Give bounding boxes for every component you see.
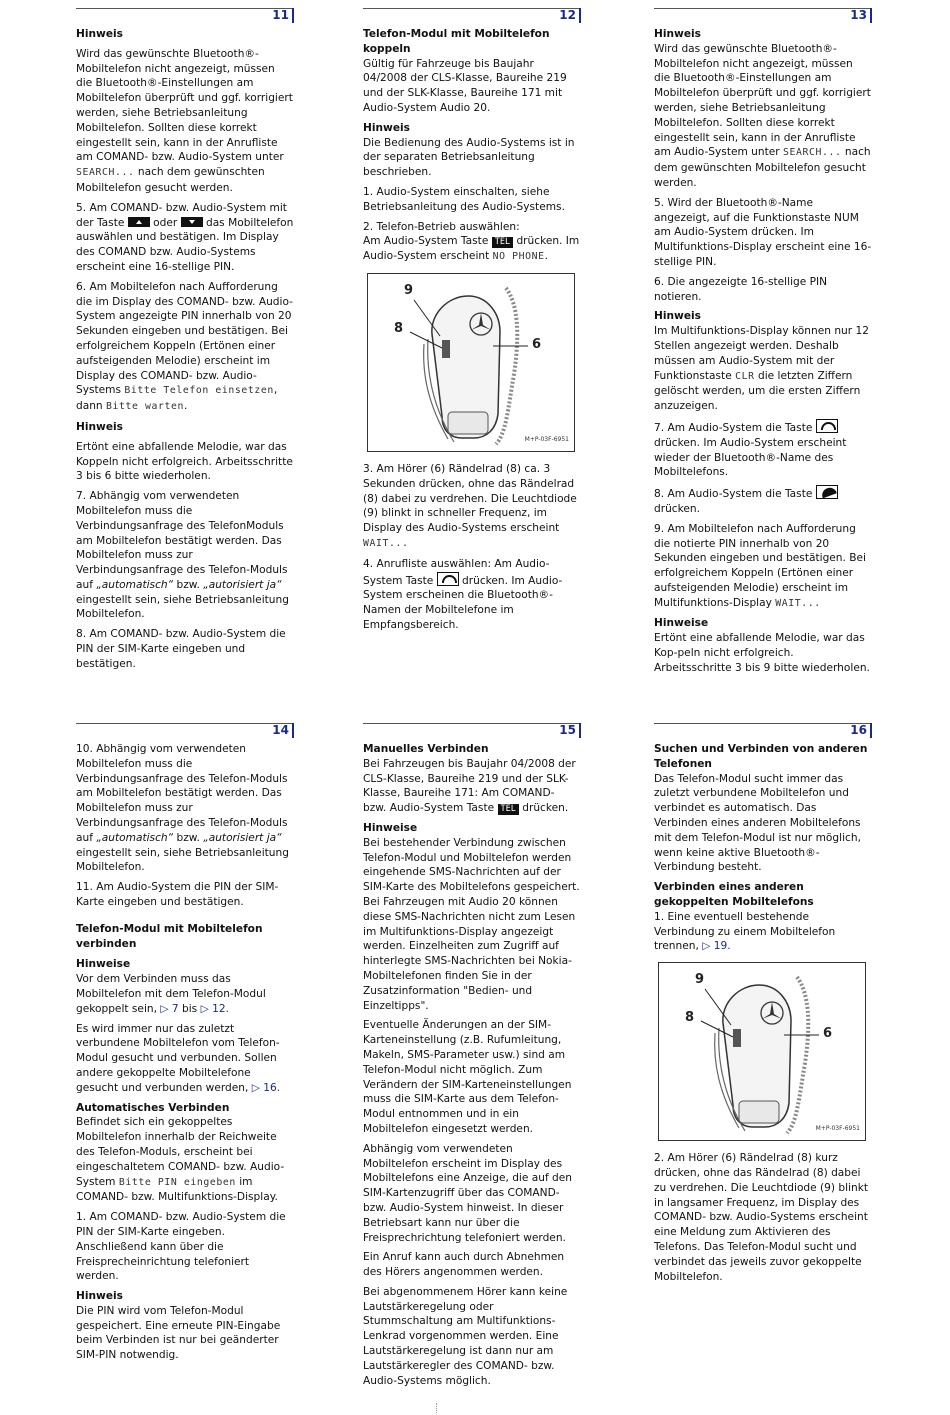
heading: Hinweise xyxy=(363,821,418,834)
fold-mark xyxy=(436,1403,439,1413)
arrow-down-key-icon xyxy=(181,217,203,227)
page-13 xyxy=(654,8,872,681)
step-3: 3. Am Hörer (6) Rändelrad (8) ca. 3 Sekunden drücken, ohne das Rändelrad (8) dabei zu verdrehen. Die Leuchtdiode (9) blinkt in schneller Frequenz, im Display des Audio-Systems erscheint WAIT... xyxy=(363,462,577,549)
paragraph: Gültig für Fahrzeuge bis Baujahr 04/2008 der CLS-Klasse, Baureihe 219 und der SLK-Klasse, Baureihe 171 mit Audio-System Audio 20. xyxy=(363,57,567,114)
heading: Hinweise xyxy=(76,958,131,971)
page-header xyxy=(654,8,872,23)
page-number: 12 xyxy=(559,8,581,23)
arrow-up-key-icon xyxy=(128,217,150,227)
callout-9: 9 xyxy=(404,282,414,298)
callout-9: 9 xyxy=(695,972,705,988)
step-7: 7. Abhängig vom verwendeten Mobiltelefon muss die Verbindungsanfrage des TelefonModuls am Mobiltelefon bestätigt werden. Das Mobiltelefon muss zur Verbindungsanfrage des Telefon-Moduls auf „automatisch“ bzw. „autorisiert ja“ eingestellt sein, siehe Betriebsanleitung Mobiltelefon. xyxy=(76,490,289,621)
section-title: Telefon-Modul mit Mobiltelefon verbinden xyxy=(76,922,263,950)
paragraph: Befindet sich ein gekoppeltes Mobiltelefon innerhalb der Reichweite des Telefon-Moduls, erscheint bei eingeschaltetem COMAND- bzw. Audio-System Bitte PIN eingeben im COMAND- bzw. Multifunktions-Display. xyxy=(76,1116,285,1204)
page-number: 13 xyxy=(850,8,872,23)
step-1: 1. Am COMAND- bzw. Audio-System die PIN der SIM-Karte eingeben. Anschließend kann über die Freisprecheinrichtung telefoniert werden. xyxy=(76,1211,286,1283)
paragraph: Vor dem Verbinden muss das Mobiltelefon mit dem Telefon-Modul gekoppelt sein, ▷ 7 bis ▷ 12. xyxy=(76,973,266,1015)
phone-hangup-key-icon xyxy=(816,419,838,433)
step-5: 5. Wird der Bluetooth®-Name angezeigt, auf die Funktionstaste NUM am Audio-System drücken. Im Multifunktions-Display erscheint eine 16-stellige PIN. xyxy=(654,196,872,268)
figure-code: M+P-03F-6951 xyxy=(815,1125,860,1133)
page-header xyxy=(76,723,294,738)
paragraph: Die PIN wird vom Telefon-Modul gespeichert. Eine erneute PIN-Eingabe beim Verbinden ist nur bei geänderter SIM-PIN notwendig. xyxy=(76,1304,281,1362)
page-link[interactable]: ▷ 7 xyxy=(160,1002,179,1015)
heading: Verbinden eines anderen gekoppelten Mobiltelefons xyxy=(654,881,814,908)
step-8: 8. Am Audio-System die Taste drücken. xyxy=(654,485,872,517)
page-12 xyxy=(363,8,581,638)
heading: Hinweise xyxy=(654,617,709,630)
step-4: 4. Anrufliste auswählen: Am Audio-System Taste drücken. Im Audio-System erscheinen die Bluetooth®-Namen der Mobiltelefone im Empfangsbereich. xyxy=(363,557,563,631)
step-6: 6. Die angezeigte 16-stellige PIN notieren. xyxy=(654,275,828,303)
callout-8: 8 xyxy=(394,320,404,336)
step-1: 1. Eine eventuell bestehende Verbindung zu einem Mobiltelefon trennen, ▷ 19. xyxy=(654,910,836,953)
heading: Hinweis xyxy=(654,28,701,40)
callout-6: 6 xyxy=(532,336,542,352)
step-2: 2. Telefon-Betrieb auswählen: xyxy=(363,220,520,233)
callout-8: 8 xyxy=(685,1010,695,1026)
step-1: 1. Audio-System einschalten, siehe Betriebsanleitung des Audio-Systems. xyxy=(363,185,565,213)
page-header xyxy=(363,8,581,23)
handset-figure xyxy=(658,962,866,1141)
handset-illustration xyxy=(659,963,865,1140)
page-number: 16 xyxy=(850,723,872,738)
page-number: 14 xyxy=(272,723,294,738)
heading: Hinweis xyxy=(76,1290,123,1303)
page-number: 11 xyxy=(272,8,294,23)
heading: Hinweis xyxy=(76,420,123,433)
page-16 xyxy=(654,723,872,1289)
step-5: 5. Am COMAND- bzw. Audio-System mit der Taste oder das Mobiltelefon auswählen und bestätigen. Im Display des COMAND bzw. Audio-Systems erscheint eine 16-stellige PIN. xyxy=(76,201,294,273)
paragraph: Bei Fahrzeugen bis Baujahr 04/2008 der CLS-Klasse, Baureihe 219 und der SLK-Klasse, Baureihe 171: Am COMAND- bzw. Audio-System Taste TEL drücken. xyxy=(363,757,576,815)
paragraph: Bei abgenommenem Hörer kann keine Lautstärkeregelung oder Stummschaltung am Multifunktions-Lenkrad vorgenommen werden. Eine Lautstärkeregelung ist dann nur am Lautstärkeregler des COMAND- bzw. Audio-Systems möglich. xyxy=(363,1285,568,1387)
page-header xyxy=(363,723,581,738)
heading: Hinweis xyxy=(76,28,123,40)
heading: Automatisches Verbinden xyxy=(76,1101,230,1114)
page-link[interactable]: ▷ 16. xyxy=(251,1081,281,1094)
paragraph: Ertönt eine abfallende Melodie, war das Kop-peln nicht erfolgreich. Arbeitsschritte 3 bis 9 bitte wiederholen. xyxy=(654,632,870,674)
page-link[interactable]: ▷ 19. xyxy=(702,940,731,953)
tel-key-icon: TEL xyxy=(492,237,513,248)
heading: Suchen und Verbinden von anderen Telefonen xyxy=(654,743,868,770)
page-link[interactable]: ▷ 12. xyxy=(200,1002,229,1015)
figure-code: M+P-03F-6951 xyxy=(524,436,569,444)
heading: Hinweis xyxy=(654,310,701,323)
heading: Hinweis xyxy=(363,121,410,134)
page-number: 15 xyxy=(559,723,581,738)
paragraph: Bei bestehender Verbindung zwischen Telefon-Modul und Mobiltelefon werden eingehende SMS-Nachrichten auf der SIM-Karte des Mobiltelefons gespeichert. Bei Fahrzeugen mit Audio 20 können diese SMS-Nachrichten nicht zum Lesen im Multifunktions-Display angezeigt werden. Einzelheiten zum Zugriff auf hinterlegte SMS-Nachrichten bei Nokia-Mobiltelefonen finden Sie in der Zusatzinformation "Bedien- und Einzeltipps". xyxy=(363,836,580,1012)
heading: Telefon-Modul mit Mobiltelefon koppeln xyxy=(363,28,550,55)
heading: Manuelles Verbinden xyxy=(363,743,489,755)
phone-call-key-icon xyxy=(816,485,838,499)
handset-figure xyxy=(367,273,575,452)
step-8: 8. Am COMAND- bzw. Audio-System die PIN der SIM-Karte eingeben und bestätigen. xyxy=(76,628,286,670)
page-header xyxy=(76,8,294,23)
page-15 xyxy=(363,723,581,1393)
step-7: 7. Am Audio-System die Taste drücken. Im Audio-System erscheint wieder der Bluetooth®-Name des Mobiltelefons. xyxy=(654,419,872,480)
paragraph: Ein Anruf kann auch durch Abnehmen des Hörers angenommen werden. xyxy=(363,1251,565,1279)
step-2: 2. Am Hörer (6) Rändelrad (8) kurz drücken, ohne das Rändelrad (8) dabei zu verdrehen. Die Leuchtdiode (9) blinkt in langsamer Frequenz, im Display des COMAND- bzw. Audio-Systems erscheint eine Meldung zum Aktivieren des Telefons. Das Telefon-Modul sucht und verbindet das jeweils zuvor gekoppelte Mobiltelefon. xyxy=(654,1152,869,1283)
tel-key-icon: TEL xyxy=(498,804,519,815)
paragraph: Abhängig vom verwendeten Mobiltelefon erscheint im Display des Mobiltelefons eine Anzeige, die auf den SIM-Kartenzugriff über das COMAND- bzw. Audio-System hinweist. In dieser Betriebsart kann nur über die Freisprechrichtung telefoniert werden. xyxy=(363,1142,573,1244)
phone-key-icon xyxy=(437,572,459,586)
paragraph: Eventuelle Änderungen an der SIM-Karteneinstellung (z.B. Rufumleitung, Makeln, SMS-Parameter usw.) sind am Telefon-Modul nicht möglich. Zum Verändern der SIM-Karteneinstellungen muss die SIM-Karte aus dem Telefon-Modul entnommen und in ein Mobiltelefon eingesetzt werden. xyxy=(363,1019,572,1135)
step-6: 6. Am Mobiltelefon nach Aufforderung die im Display des COMAND- bzw. Audio-System angezeigte PIN innerhalb von 20 Sekunden eingeben und bestätigen. Bei erfolgreichem Koppeln (Ertönen einer aufsteigenden Melodie) erscheint im Display des COMAND- bzw. Audio-Systems Bitte Telefon einsetzen, dann Bitte warten. xyxy=(76,280,293,413)
paragraph: Die Bedienung des Audio-Systems ist in der separaten Betriebsanleitung beschrieben. xyxy=(363,136,575,179)
page-header xyxy=(654,723,872,738)
page-14 xyxy=(76,723,294,1368)
paragraph: Es wird immer nur das zuletzt verbundene Mobiltelefon vom Telefon-Modul gesucht und verbunden. Sollen andere gekoppelte Mobiltelefone gesucht und verbunden werden, ▷ 16. xyxy=(76,1022,281,1094)
paragraph: Im Multifunktions-Display können nur 12 Stellen angezeigt werden. Deshalb müssen am Audio-System mit der Funktionstaste CLR die letzten Ziffern gelöscht werden, um die ersten Ziffern anzuzeigen. xyxy=(654,325,869,413)
paragraph: Am Audio-System Taste TEL drücken. Im Audio-System erscheint NO PHONE. xyxy=(363,235,580,263)
callout-6: 6 xyxy=(823,1026,833,1042)
paragraph: Wird das gewünschte Bluetooth®-Mobiltelefon nicht angezeigt, müssen die Bluetooth®-Einstellungen am Mobiltelefon überprüft und ggf. korrigiert werden, siehe Betriebsanleitung Mobiltelefon. Sollten diese korrekt eingestellt sein, kann in der Anrufliste am COMAND- bzw. Audio-System unter SEARCH... nach dem gewünschten Mobiltelefon gesucht werden. xyxy=(76,47,293,194)
handset-illustration xyxy=(368,274,574,451)
paragraph: Wird das gewünschte Bluetooth®-Mobiltelefon nicht angezeigt, müssen die Bluetooth®-Einstellungen am Mobiltelefon überprüft und ggf. korrigiert werden, siehe Betriebsanleitung Mobiltelefon. Sollten diese korrekt eingestellt sein, kann in der Anrufliste am Audio-System unter SEARCH... nach dem gewünschten Mobiltelefon gesucht werden. xyxy=(654,42,871,189)
step-11: 11. Am Audio-System die PIN der SIM-Karte eingeben und bestätigen. xyxy=(76,881,279,908)
step-10: 10. Abhängig vom verwendeten Mobiltelefon muss die Verbindungsanfrage des Telefon-Moduls am Mobiltelefon bestätigt werden. Das Mobiltelefon muss zur Verbindungsanfrage des Telefon-Moduls auf „automatisch“ bzw. „autorisiert ja“ eingestellt sein, siehe Betriebsanleitung Mobiltelefon. xyxy=(76,743,289,874)
paragraph: Ertönt eine abfallende Melodie, war das Koppeln nicht erfolgreich. Arbeitsschritte 3 bis 6 bitte wiederholen. xyxy=(76,440,293,483)
paragraph: Das Telefon-Modul sucht immer das zuletzt verbundene Mobiltelefon und verbindet es automatisch. Das Verbinden eines anderen Mobiltelefons mit dem Telefon-Modul ist nur möglich, wenn keine aktive Bluetooth®-Verbindung besteht. xyxy=(654,772,861,874)
step-9: 9. Am Mobiltelefon nach Aufforderung die notierte PIN innerhalb von 20 Sekunden eingeben und bestätigen. Bei erfolgreichem Koppeln (Ertönen einer aufsteigenden Melodie) erscheint im Multifunktions-Display WAIT... xyxy=(654,522,866,609)
page-11 xyxy=(76,8,294,677)
